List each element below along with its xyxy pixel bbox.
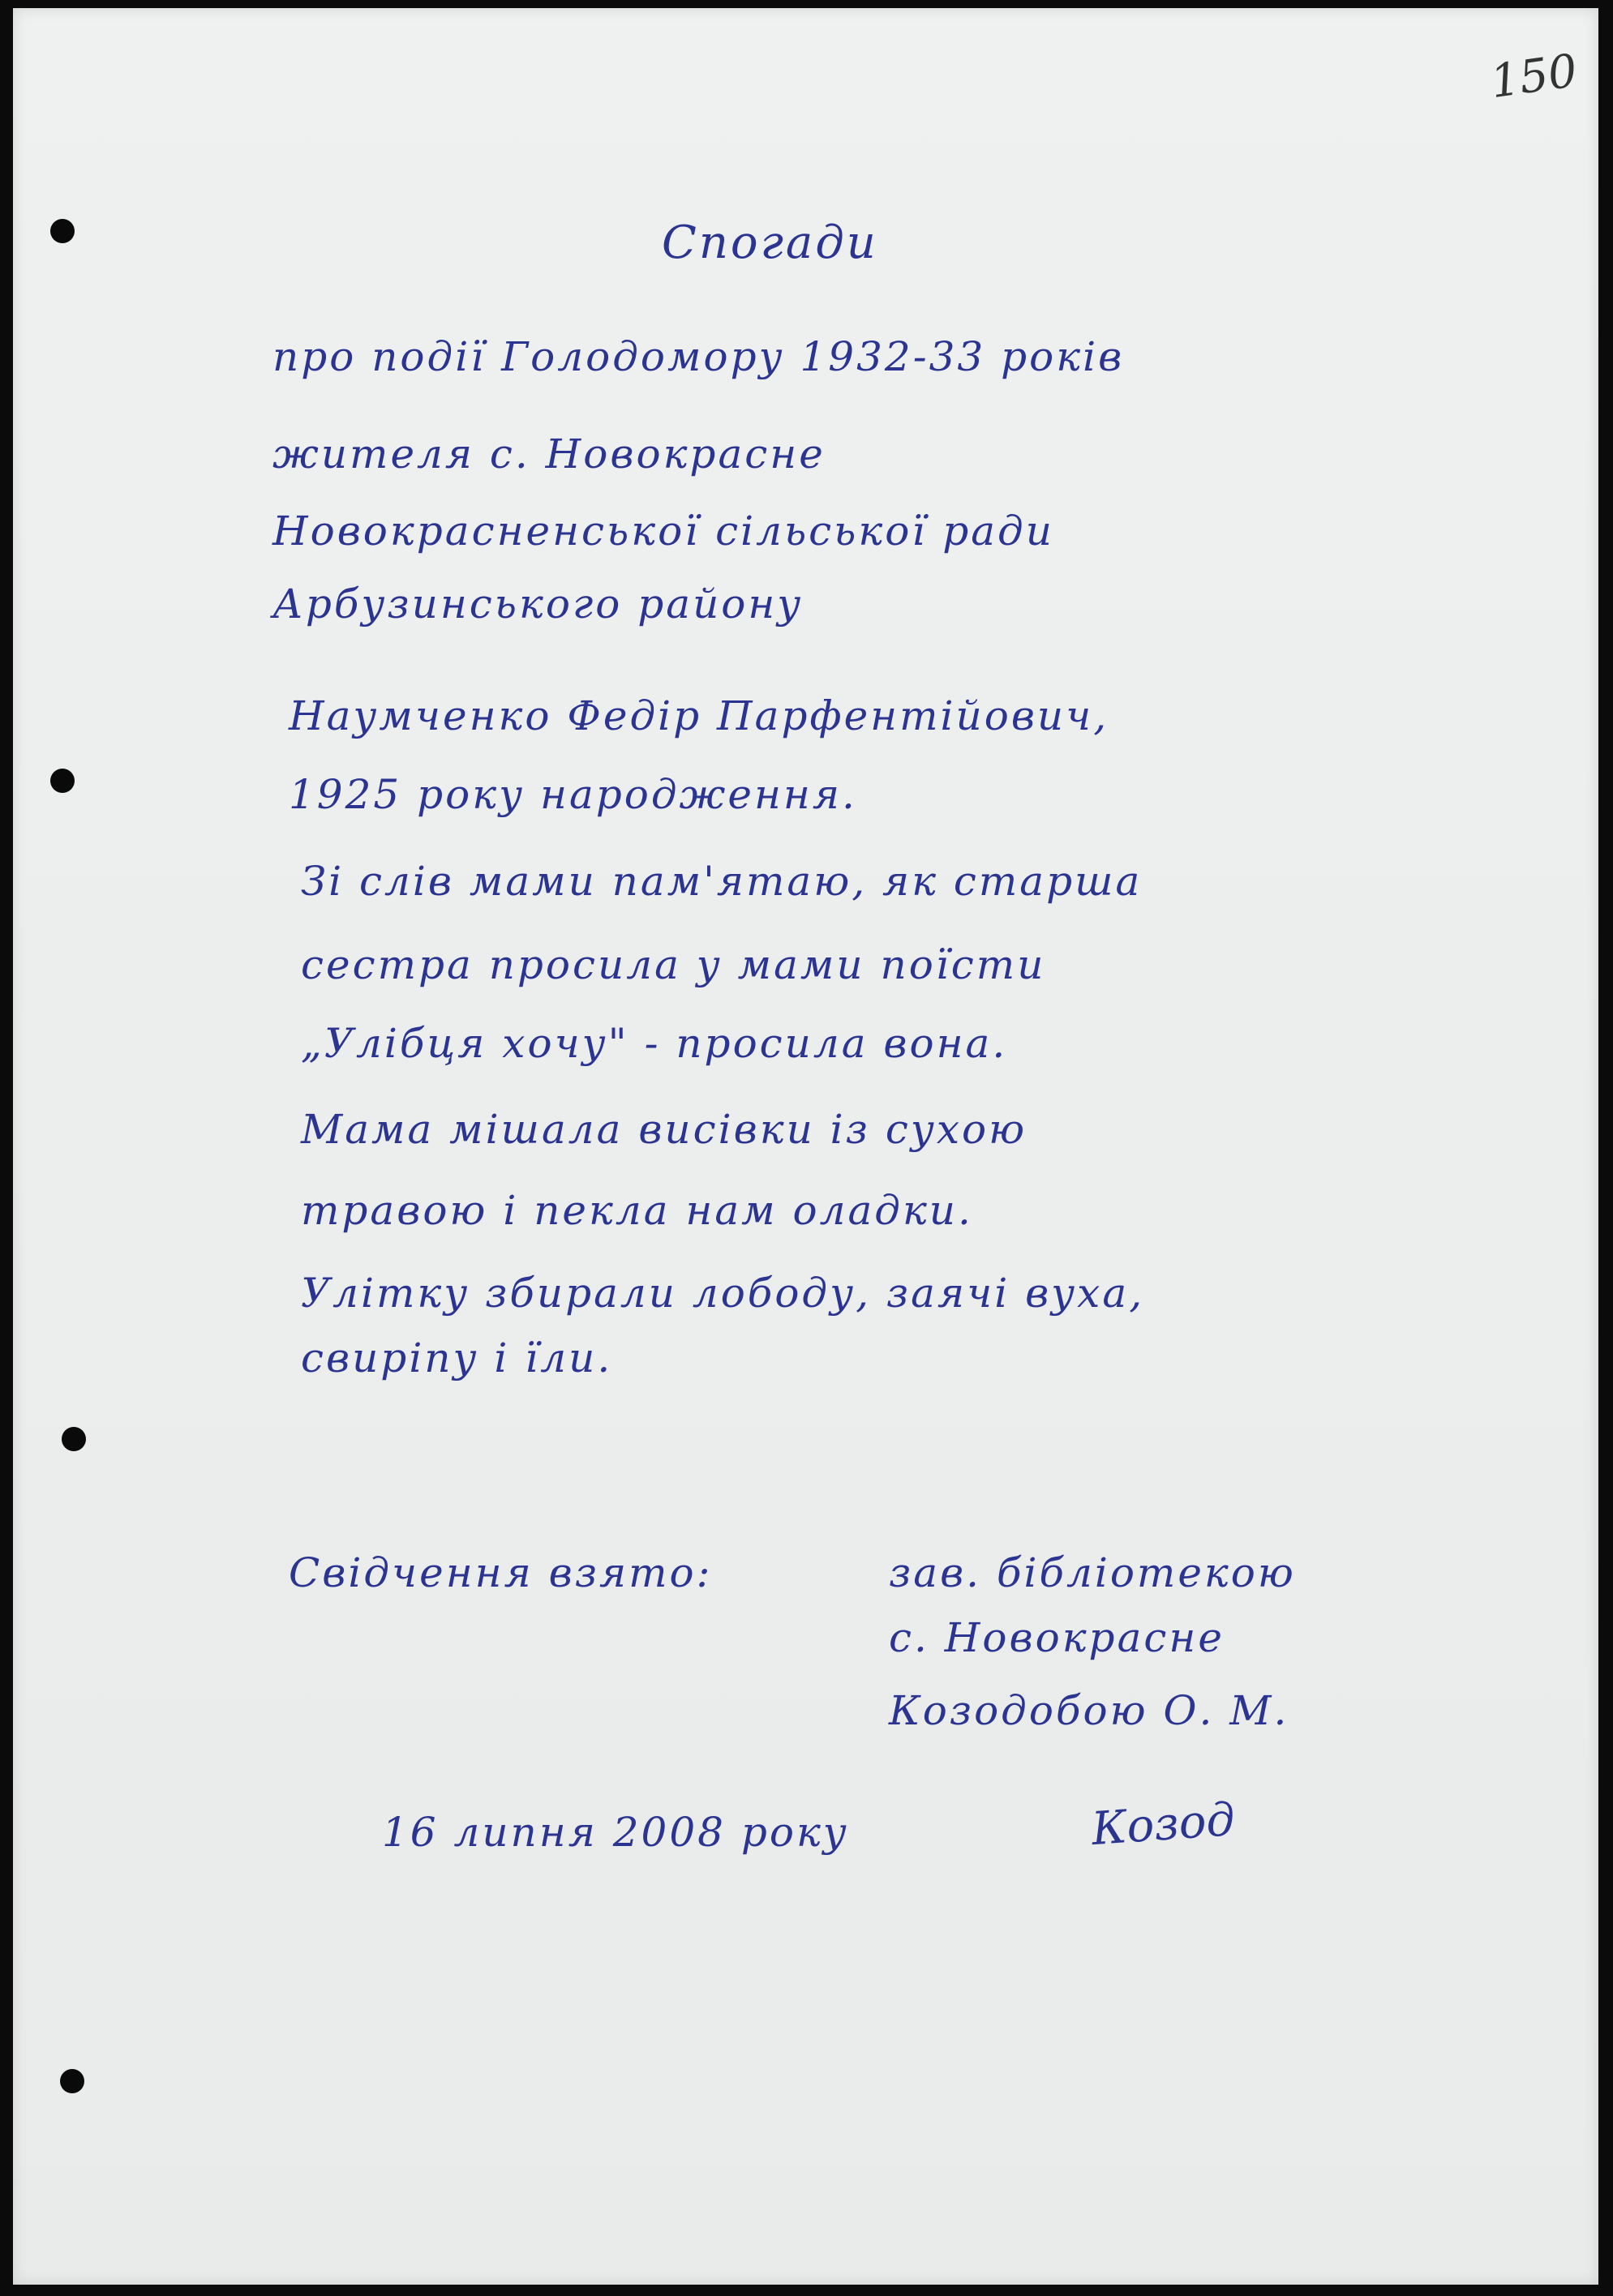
body-line-2: сестра просила у мами поїсти [301, 941, 1046, 988]
punch-hole-1 [50, 219, 75, 243]
page-number: 150 [1486, 44, 1581, 109]
document-date: 16 липня 2008 року [382, 1809, 849, 1856]
record-by-line-1: зав. бібліотекою [889, 1549, 1296, 1596]
document-title: Спогади [662, 216, 878, 269]
record-by-line-2: с. Новокрасне [889, 1614, 1225, 1661]
record-by-line-3: Козодобою О. М. [889, 1687, 1289, 1734]
body-line-7: свиріпу і їли. [301, 1334, 613, 1381]
body-line-6: Улітку збирали лободу, заячі вуха, [301, 1270, 1145, 1317]
body-line-3: „Улібця хочу" - просила вона. [301, 1020, 1008, 1067]
punch-hole-3 [62, 1427, 86, 1451]
subject-line-3: Новокрасненської сільської ради [272, 508, 1054, 555]
witness-name: Наумченко Федір Парфентійович, [289, 692, 1109, 739]
punch-hole-2 [50, 769, 75, 793]
subject-line-2: жителя с. Новокрасне [272, 430, 826, 478]
punch-hole-4 [60, 2069, 84, 2093]
subject-line-1: про події Голодомору 1932-33 років [272, 333, 1125, 380]
signature: Козод [1089, 1793, 1237, 1857]
subject-line-4: Арбузинського району [272, 580, 804, 628]
witness-birth-year: 1925 року народження. [289, 771, 857, 818]
body-line-1: Зі слів мами пам'ятаю, як старша [301, 858, 1143, 905]
body-line-5: травою і пекла нам оладки. [301, 1187, 973, 1234]
paper-sheet [13, 8, 1598, 2285]
body-line-4: Мама мішала висівки із сухою [301, 1106, 1027, 1153]
record-label: Свідчення взято: [289, 1549, 713, 1596]
